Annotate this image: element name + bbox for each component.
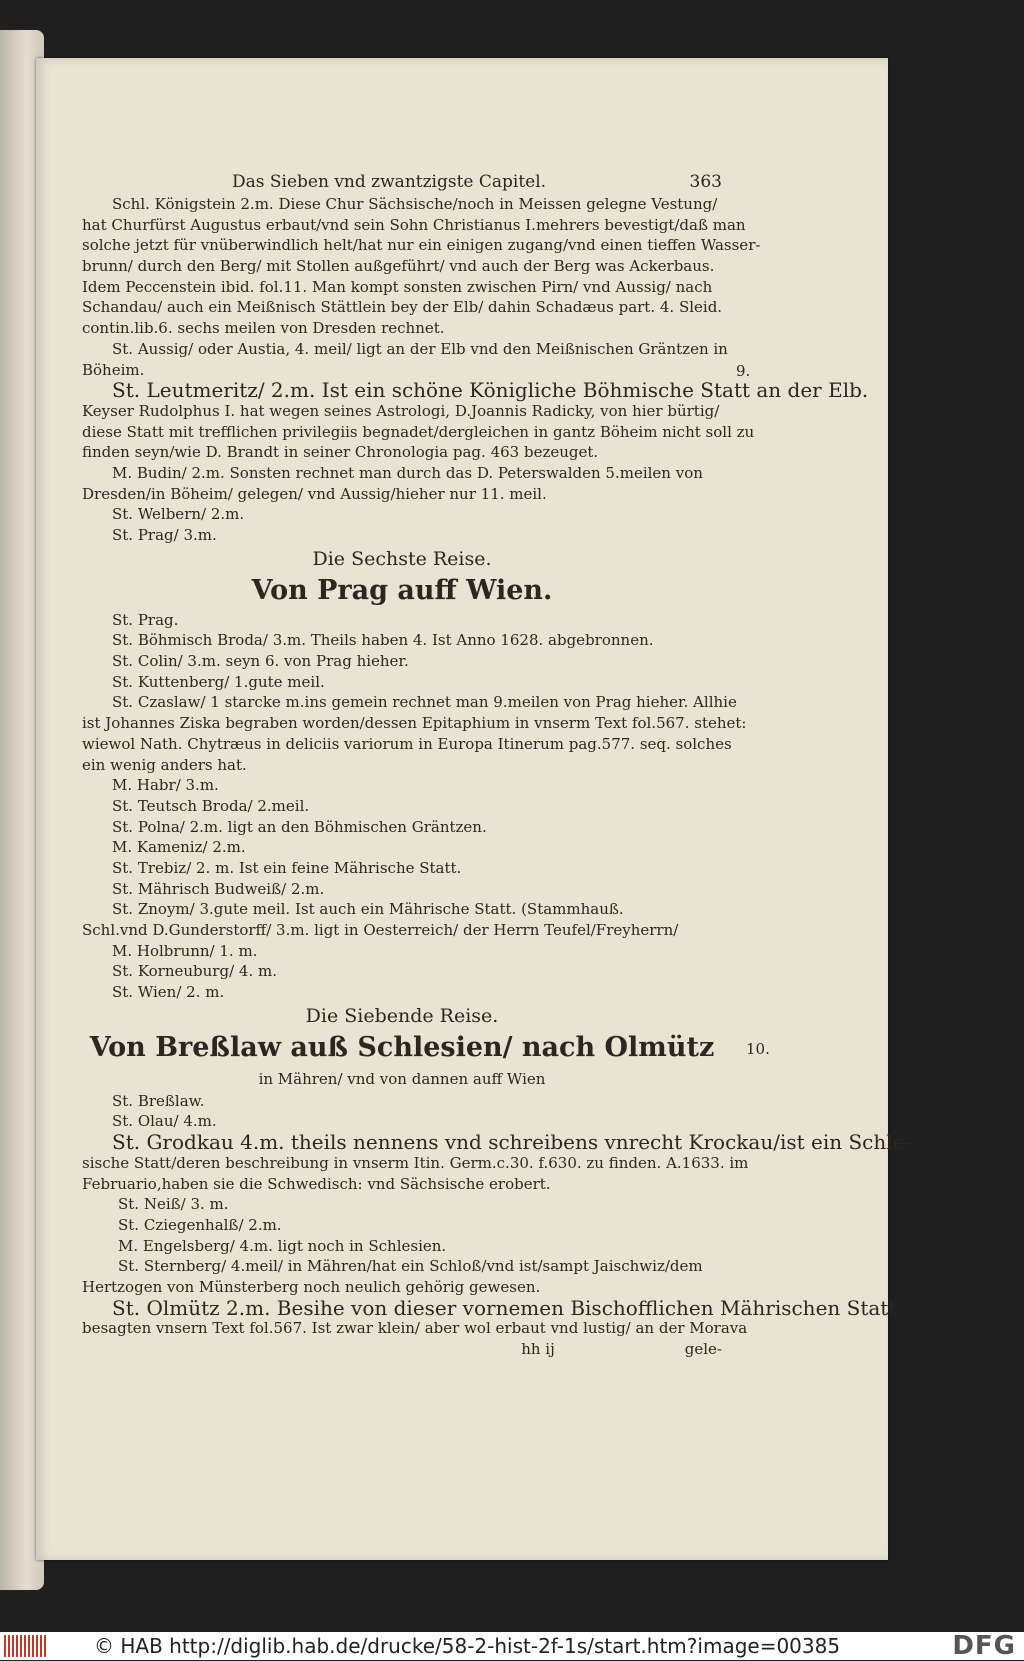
text-line: ist Johannes Ziska begraben worden/dessen Epitaphium in vnserm Text fol.567. stehet: <box>82 714 747 733</box>
text-line: M. Engelsberg/ 4.m. ligt noch in Schlesien. <box>118 1236 447 1255</box>
text-line: solche jetzt für vnüberwindlich helt/hat nur ein einigen zugang/vnd einen tieffen Wasser- <box>82 236 761 255</box>
text-line: Böheim. <box>82 360 145 379</box>
dfg-logo: DFG <box>952 1631 1016 1661</box>
signature-mark: hh ij <box>521 1340 555 1358</box>
text-line: St. Grodkau 4.m. theils nennens vnd schreibens vnrecht Krockau/ist ein Schle- <box>112 1130 912 1155</box>
text-line: St. Cziegenhalß/ 2.m. <box>118 1215 282 1234</box>
text-line: finden seyn/wie D. Brandt in seiner Chronologia pag. 463 bezeuget. <box>82 443 599 462</box>
section-heading-large: Von Breßlaw auß Schlesien/ nach Olmütz <box>89 1031 715 1063</box>
text-line: St. Leutmeritz/ 2.m. Ist ein schöne Königliche Böhmische Statt an der Elb. <box>112 378 869 403</box>
text-line: M. Holbrunn/ 1. m. <box>112 941 258 960</box>
text-line: St. Olau/ 4.m. <box>112 1112 217 1131</box>
source-url[interactable]: © HAB http://diglib.hab.de/drucke/58-2-hist-2f-1s/start.htm?image=00385 <box>94 1634 841 1658</box>
text-line: brunn/ durch den Berg/ mit Stollen außgeführt/ vnd auch der Berg was Ackerbaus. <box>82 257 715 276</box>
text-line: St. Breßlaw. <box>112 1091 205 1110</box>
text-line: Keyser Rudolphus I. hat wegen seines Astrologi, D.Joannis Radicky, von hier bürtig/ <box>82 401 720 420</box>
text-line: Hertzogen von Münsterberg noch neulich gehörig gewesen. <box>82 1277 541 1296</box>
page-number: 363 <box>689 172 722 192</box>
text-line: diese Statt mit trefflichen privilegiis begnadet/dergleichen in gantz Böheim nicht soll zu <box>82 422 755 441</box>
text-line: ein wenig anders hat. <box>82 755 247 774</box>
text-line: St. Prag/ 3.m. <box>112 526 217 544</box>
text-line: St. Mährisch Budweiß/ 2.m. <box>112 879 325 898</box>
text-line: St. Aussig/ oder Austia, 4. meil/ ligt an der Elb vnd den Meißnischen Gräntzen in <box>112 339 728 358</box>
section-heading-sub: in Mähren/ vnd von dannen auff Wien <box>258 1069 546 1088</box>
section-heading-large: Von Prag auff Wien. <box>251 574 553 606</box>
text-line: St. Kuttenberg/ 1.gute meil. <box>112 672 325 691</box>
library-logo-icon <box>4 1635 48 1657</box>
text-line: St. Korneuburg/ 4. m. <box>112 962 277 981</box>
page-footer-line <box>82 1339 722 1360</box>
text-line: Schl.vnd D.Gunderstorff/ 3.m. ligt in Oesterreich/ der Herrn Teufel/Freyherrn/ <box>82 921 679 939</box>
text-line: Schandau/ auch ein Meißnisch Stättlein bey der Elb/ dahin Schadæus part. 4. Sleid. <box>82 298 723 317</box>
text-line: St. Teutsch Broda/ 2.meil. <box>112 796 310 815</box>
running-header <box>82 170 722 194</box>
text-line: St. Czaslaw/ 1 starcke m.ins gemein rechnet man 9.meilen von Prag hieher. Allhie <box>112 693 737 712</box>
viewer-footer <box>0 1632 1024 1660</box>
text-line: hat Churfürst Augustus erbaut/vnd sein Sohn Christianus I.mehrers bevestigt/daß man <box>82 215 746 234</box>
section-heading-small: Die Sechste Reise. <box>312 547 492 570</box>
section-heading-small: Die Siebende Reise. <box>305 1004 499 1027</box>
text-line: Idem Peccenstein ibid. fol.11. Man kompt sonsten zwischen Pirn/ vnd Aussig/ nach <box>82 277 713 296</box>
chapter-title: Das Sieben vnd zwantzigste Capitel. <box>232 172 547 192</box>
text-line: M. Budin/ 2.m. Sonsten rechnet man durch das D. Peterswalden 5.meilen von <box>112 463 703 482</box>
catchword: gele- <box>684 1340 722 1358</box>
text-line: St. Znoym/ 3.gute meil. Ist auch ein Mährische Statt. (Stammhauß. <box>112 900 624 919</box>
text-line: St. Prag. <box>112 610 179 629</box>
text-line: sische Statt/deren beschreibung in vnserm Itin. Germ.c.30. f.630. zu finden. A.1633. im <box>82 1153 749 1172</box>
text-line: M. Habr/ 3.m. <box>112 776 219 795</box>
text-line: St. Sternberg/ 4.meil/ in Mähren/hat ein Schloß/vnd ist/sampt Jaischwiz/dem <box>118 1257 703 1276</box>
text-line: Schl. Königstein 2.m. Diese Chur Sächsische/noch in Meissen gelegne Vestung/ <box>112 195 718 213</box>
text-line: St. Böhmisch Broda/ 3.m. Theils haben 4. Ist Anno 1628. abgebronnen. <box>112 631 654 650</box>
text-line: St. Olmütz 2.m. Besihe von dieser vornemen Bischofflichen Mährischen Statt <box>112 1295 897 1320</box>
text-line: M. Kameniz/ 2.m. <box>112 838 246 857</box>
text-line: St. Welbern/ 2.m. <box>112 505 245 524</box>
text-line: St. Neiß/ 3. m. <box>118 1195 229 1214</box>
margin-note: 10. <box>746 1040 770 1058</box>
text-line: Dresden/in Böheim/ gelegen/ vnd Aussig/hieher nur 11. meil. <box>82 484 547 503</box>
text-line: St. Trebiz/ 2. m. Ist ein feine Mährische Statt. <box>112 858 462 877</box>
text-line: contin.lib.6. sechs meilen von Dresden rechnet. <box>82 319 445 338</box>
text-line: St. Colin/ 3.m. seyn 6. von Prag hieher. <box>112 652 409 671</box>
text-line: besagten vnsern Text fol.567. Ist zwar klein/ aber wol erbaut vnd lustig/ an der Morava <box>82 1319 748 1338</box>
text-line: wiewol Nath. Chytræus in deliciis variorum in Europa Itinerum pag.577. seq. solches <box>82 734 732 753</box>
text-line: St. Polna/ 2.m. ligt an den Böhmischen Gräntzen. <box>112 817 487 836</box>
text-line: Februario,haben sie die Schwedisch: vnd Sächsische erobert. <box>82 1174 551 1193</box>
text-line: St. Wien/ 2. m. <box>112 983 225 1002</box>
margin-note: 9. <box>736 362 751 380</box>
